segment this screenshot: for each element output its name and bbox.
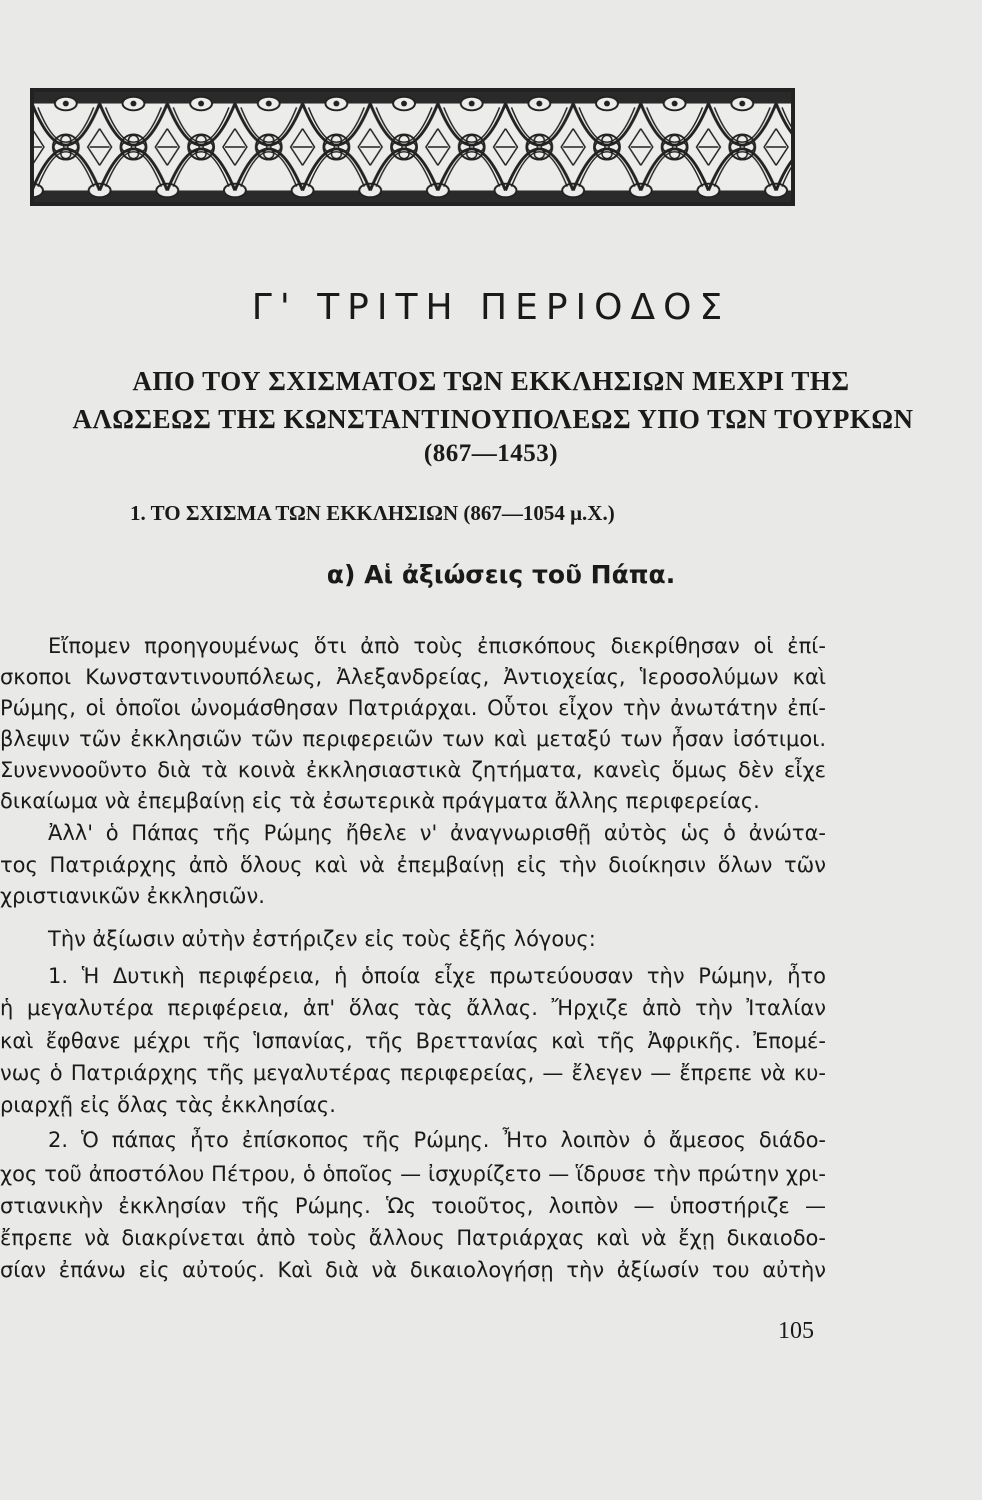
paragraph-line: βλεψιν τῶν ἐκκλησιῶν τῶν περιφερειῶν των καὶ μεταξύ των ἦσαν ἰσότιμοι.: [0, 727, 826, 751]
subsection-heading: α) Αἱ ἀξιώσεις τοῦ Πάπα.: [326, 560, 676, 589]
paragraph-line: σκοποι Κωνσταντινουπόλεως, Ἀλεξανδρείας, Ἀντιοχείας, Ἱεροσολύμων καὶ: [0, 665, 826, 689]
paragraph-line: τος Πατριάρχης ἀπὸ ὅλους καὶ νὰ ἐπεμβαίνῃ εἰς τὴν διοίκησιν ὅλων τῶν: [0, 853, 826, 877]
paragraph-line: Ρώμης, οἱ ὁποῖοι ὠνομάσθησαν Πατριάρχαι. Οὗτοι εἶχον τὴν ἀνωτάτην ἐπί-: [0, 696, 826, 720]
paragraph-line: ριαρχῇ εἰς ὅλας τὰς ἐκκλησίας.: [0, 1093, 336, 1117]
paragraph-line: νως ὁ Πατριάρχης τῆς μεγαλυτέρας περιφερείας, — ἔλεγεν — ἔπρεπε νὰ κυ-: [0, 1061, 826, 1085]
paragraph-line: 1. Ἡ Δυτικὴ περιφέρεια, ἡ ὁποία εἶχε πρωτεύουσαν τὴν Ρώμην, ἦτο: [48, 964, 826, 988]
paragraph-line: ἡ μεγαλυτέρα περιφέρεια, ἀπ' ὅλας τὰς ἄλλας. Ἤρχιζε ἀπὸ τὴν Ἰταλίαν: [0, 996, 826, 1020]
page-number: 105: [778, 1318, 814, 1344]
chapter-subtitle-line-1: ΑΠΟ ΤΟΥ ΣΧΙΣΜΑΤΟΣ ΤΩΝ ΕΚΚΛΗΣΙΩΝ ΜΕΧΡΙ ΤΗΣ: [132, 366, 850, 396]
paragraph-line: Τὴν ἀξίωσιν αὐτὴν ἐστήριζεν εἰς τοὺς ἑξῆς λόγους:: [48, 927, 596, 951]
chapter-subtitle-dates: (867—1453): [423, 440, 559, 467]
paragraph-line: Ἀλλ' ὁ Πάπας τῆς Ρώμης ἤθελε ν' ἀναγνωρισθῇ αὐτὸς ὡς ὁ ἀνώτα-: [48, 821, 826, 845]
decorative-header-band: [30, 88, 795, 206]
paragraph-line: ἔπρεπε νὰ διακρίνεται ἀπὸ τοὺς ἄλλους Πατριάρχας καὶ νὰ ἔχῃ δικαιοδο-: [0, 1226, 826, 1250]
paragraph-line: χριστιανικῶν ἐκκλησιῶν.: [0, 884, 265, 908]
paragraph-line: σίαν ἐπάνω εἰς αὐτούς. Καὶ διὰ νὰ δικαιολογήσῃ τὴν ἀξίωσίν του αὐτὴν: [0, 1258, 826, 1282]
paragraph-line: καὶ ἔφθανε μέχρι τῆς Ἱσπανίας, τῆς Βρεττανίας καὶ τῆς Ἀφρικῆς. Ἐπομέ-: [0, 1029, 826, 1053]
paragraph-line: δικαίωμα νὰ ἐπεμβαίνῃ εἰς τὰ ἐσωτερικὰ πράγματα ἄλλης περιφερείας.: [0, 789, 760, 813]
paragraph-line: στιανικὴν ἐκκλησίαν τῆς Ρώμης. Ὡς τοιοῦτος, λοιπὸν — ὑποστήριζε —: [0, 1194, 826, 1218]
paragraph-line: χος τοῦ ἀποστόλου Πέτρου, ὁ ὁποῖος — ἰσχυρίζετο — ἵδρυσε τὴν πρώτην χρι-: [0, 1162, 826, 1186]
section-heading: 1. ΤΟ ΣΧΙΣΜΑ ΤΩΝ ΕΚΚΛΗΣΙΩΝ (867—1054 μ.Χ.): [130, 501, 615, 525]
paragraph-line: 2. Ὁ πάπας ἦτο ἐπίσκοπος τῆς Ρώμης. Ἦτο λοιπὸν ὁ ἄμεσος διάδο-: [48, 1128, 826, 1152]
ornament-pattern-graphic: [32, 90, 793, 204]
period-title: Γ' ΤΡΙΤΗ ΠΕΡΙΟΔΟΣ: [251, 287, 731, 328]
paragraph-line: Εἴπομεν προηγουμένως ὅτι ἀπὸ τοὺς ἐπισκόπους διεκρίθησαν οἱ ἐπί-: [48, 634, 826, 658]
chapter-subtitle-line-2: ΑΛΩΣΕΩΣ ΤΗΣ ΚΩΝΣΤΑΝΤΙΝΟΥΠΟΛΕΩΣ ΥΠΟ ΤΩΝ ΤΟΥΡΚΩΝ: [72, 404, 914, 434]
paragraph-line: Συνεννοοῦντο διὰ τὰ κοινὰ ἐκκλησιαστικὰ ζητήματα, κανεὶς ὅμως δὲν εἶχε: [0, 758, 826, 782]
